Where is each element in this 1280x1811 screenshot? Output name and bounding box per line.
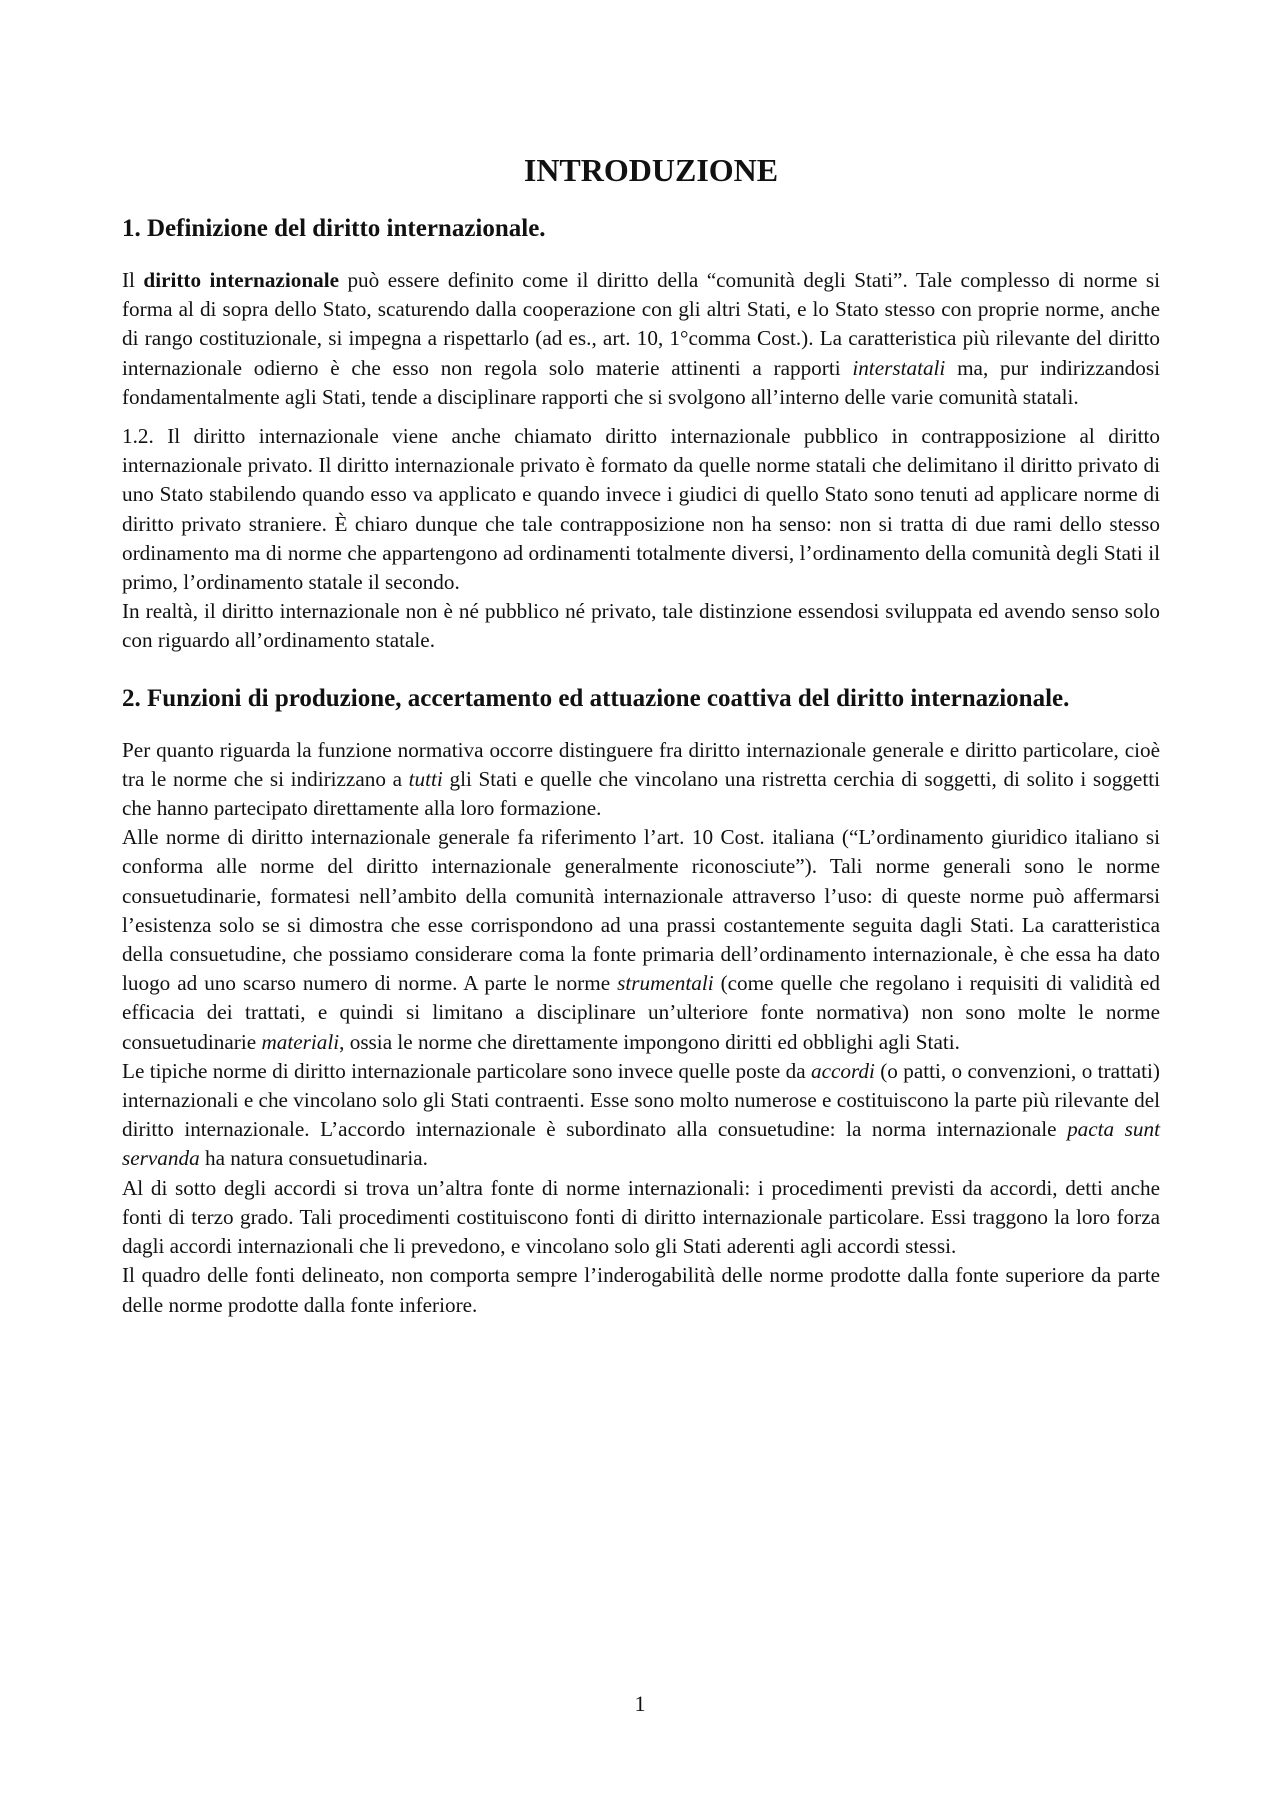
section-2-paragraph-3 bbox=[122, 1057, 1160, 1174]
text-run: , ossia le norme che direttamente impongono diritti ed obblighi agli Stati. bbox=[339, 1029, 960, 1054]
text-run: Il bbox=[122, 268, 144, 292]
italic-term: pacta sunt servanda bbox=[122, 1117, 1160, 1171]
section-1-paragraph-3: In realtà, il diritto internazionale non è né pubblico né privato, tale distinzione essendosi sviluppata ed avendo senso solo con riguardo all’ordinamento statale. bbox=[122, 599, 1160, 653]
section-2-paragraph-4: Al di sotto degli accordi si trova un’altra fonte di norme internazionali: i procedimenti previsti da accordi, detti anche fonti di terzo grado. Tali procedimenti costituiscono fonti di diritto internazionale particolare. Essi traggono la loro forza dagli accordi internazionali che li prevedono, e vincolano solo gli Stati aderenti agli accordi stessi. bbox=[122, 1175, 1160, 1259]
text-run: Alle norme di diritto internazionale generale fa riferimento l’art. 10 Cost. italiana (“L’ordinamento giuridico italiano si conforma alle norme del diritto internazionale generalmente riconosciute”). Tali norme generali sono le norme consuetudinarie, formatesi nell’ambito della comunità internazionale attraverso l’uso: di queste norme può affermarsi l’esistenza solo se si dimostra che esse corrispondono ad una prassi costantemente seguita dagli Stati. La caratteristica della consuetudine, che possiamo considerare coma la fonte primaria dell’ordinamento internazionale, è che essa ha dato luogo ad uno scarso numero di norme. A parte le norme bbox=[122, 825, 1160, 996]
text-run: (o patti, o convenzioni, o trattati) internazionali e che vincolano solo gli Stati contraenti. Esse sono molto numerose e costituiscono la parte più rilevante del diritto internazionale. L’accordo internazionale è subordinato alla consuetudine: la norma internazionale bbox=[122, 1058, 1160, 1142]
bold-term: diritto internazionale bbox=[143, 268, 339, 292]
italic-term: materiali bbox=[261, 1029, 340, 1054]
page-title: INTRODUZIONE bbox=[523, 152, 779, 188]
spacer bbox=[122, 656, 1160, 682]
text-run: Le tipiche norme di diritto internazionale particolare sono invece quelle poste da bbox=[122, 1058, 811, 1083]
section-2-heading: 2. Funzioni di produzione, accertamento ed attuazione coattiva del diritto internazionale. bbox=[122, 684, 1070, 712]
text-run: può essere definito come il diritto della “comunità degli Stati”. Tale complesso di norme si forma al di sopra dello Stato, scaturendo dalla cooperazione con gli altri Stati, e lo Stato stesso con proprie norme, anche di rango costituzionale, si impegna a rispettarlo (ad es., art. 10, 1°comma Cost.). La caratteristica più rilevante del diritto internazionale odierno è che esso non regola solo materie attinenti a rapporti bbox=[122, 268, 1160, 380]
text-run: Per quanto riguarda la funzione normativa occorre distinguere fra diritto internazionale generale e diritto particolare, cioè tra le norme che si indirizzano a bbox=[122, 737, 1160, 791]
italic-term: strumentali bbox=[617, 971, 714, 996]
section-2-paragraph-5: Il quadro delle fonti delineato, non comporta sempre l’inderogabilità delle norme prodotte dalla fonte superiore da parte delle norme prodotte dalla fonte inferiore. bbox=[122, 1263, 1160, 1317]
page-number: 1 bbox=[634, 1691, 646, 1716]
text-run: ma, pur indirizzandosi fondamentalmente agli Stati, tende a disciplinare rapporti che si svolgono all’interno delle varie comunità statali. bbox=[122, 355, 1160, 409]
section-2-paragraph-2 bbox=[122, 823, 1160, 1057]
text-run: gli Stati e quelle che vincolano una ristretta cerchia di soggetti, di solito i soggetti che hanno partecipato direttamente alla loro formazione. bbox=[122, 766, 1160, 821]
section-2-paragraph-1 bbox=[122, 736, 1160, 824]
spacer bbox=[122, 412, 1160, 422]
text-run: (come quelle che regolano i requisiti di validità ed efficacia dei trattati, e quindi si limitano a disciplinare un’ulteriore fonte normativa) non sono molte le norme consuetudinarie bbox=[122, 971, 1160, 1054]
italic-term: accordi bbox=[810, 1058, 875, 1083]
section-1-heading: 1. Definizione del diritto internazionale. bbox=[122, 215, 546, 242]
document-page bbox=[122, 150, 1160, 1320]
section-1-paragraph-2: 1.2. Il diritto internazionale viene anche chiamato diritto internazionale pubblico in contrapposizione al diritto internazionale privato. Il diritto internazionale privato è formato da quelle norme statali che delimitano il diritto privato di uno Stato stabilendo quando esso va applicato e quando invece i giudici di quello Stato sono tenuti ad applicare norme di diritto privato straniere. È chiaro dunque che tale contrapposizione non ha senso: non si tratta di due rami dello stesso ordinamento ma di norme che appartengono ad ordinamenti totalmente diversi, l’ordinamento della comunità degli Stati il primo, l’ordinamento statale il secondo. bbox=[122, 424, 1160, 595]
section-1-paragraph-1 bbox=[122, 266, 1160, 412]
text-run: ha natura consuetudinaria. bbox=[199, 1146, 428, 1171]
italic-term: tutti bbox=[408, 766, 443, 791]
italic-term: interstatali bbox=[852, 355, 946, 380]
